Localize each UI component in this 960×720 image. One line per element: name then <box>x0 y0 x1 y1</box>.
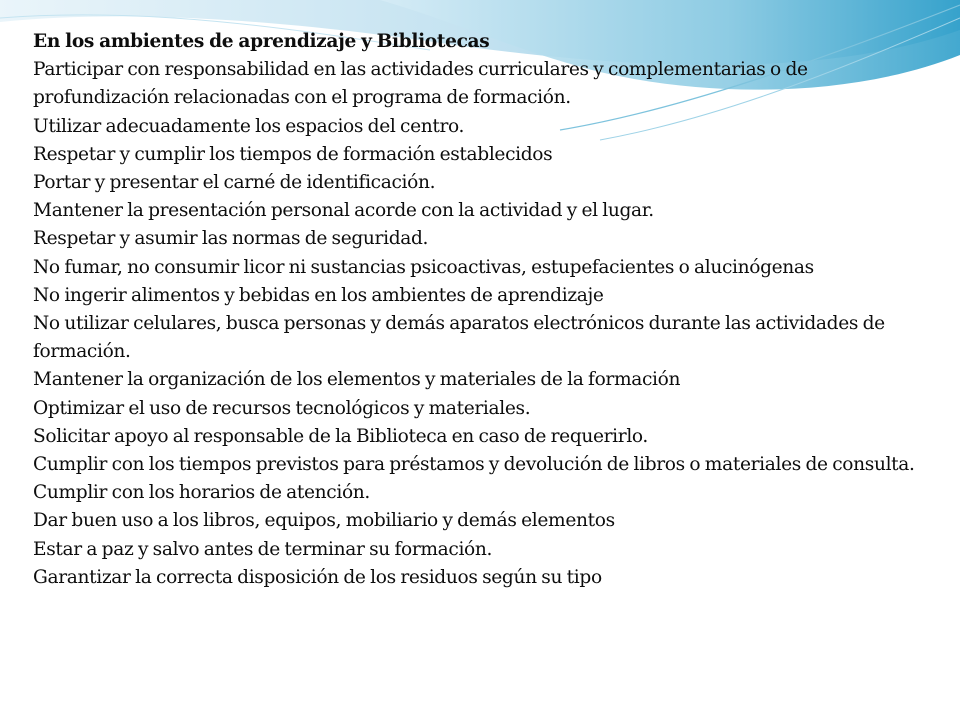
rule-item: Respetar y cumplir los tiempos de formación establecidos <box>33 143 553 165</box>
rule-item: No fumar, no consumir licor ni sustancias psicoactivas, estupefacientes o alucinógenas <box>33 256 814 278</box>
rule-item: No ingerir alimentos y bebidas en los ambientes de aprendizaje <box>33 284 604 306</box>
rule-item: Cumplir con los horarios de atención. <box>33 482 370 504</box>
rule-item: Mantener la presentación personal acorde con la actividad y el lugar. <box>33 200 654 222</box>
rules-text-block <box>33 28 933 592</box>
section-heading: En los ambientes de aprendizaje y Bibliotecas <box>33 31 490 52</box>
rule-item: Portar y presentar el carné de identificación. <box>33 172 436 194</box>
rule-item: Estar a paz y salvo antes de terminar su formación. <box>33 538 493 560</box>
rule-item: Cumplir con los tiempos previstos para préstamos y devolución de libros o materiales de consulta. <box>33 454 915 476</box>
rule-item: Participar con responsabilidad en las actividades curriculares y complementarias o de profundización relacionadas con el programa de formación. <box>33 59 808 109</box>
rule-item: Optimizar el uso de recursos tecnológicos y materiales. <box>33 397 531 419</box>
rule-item: Utilizar adecuadamente los espacios del centro. <box>33 115 465 137</box>
rule-item: Mantener la organización de los elementos y materiales de la formación <box>33 369 681 391</box>
rule-item: No utilizar celulares, busca personas y demás aparatos electrónicos durante las actividades de formación. <box>33 313 885 363</box>
rule-item: Dar buen uso a los libros, equipos, mobiliario y demás elementos <box>33 510 615 532</box>
rule-item: Solicitar apoyo al responsable de la Biblioteca en caso de requerirlo. <box>33 425 648 447</box>
rule-item: Garantizar la correcta disposición de los residuos según su tipo <box>33 566 602 588</box>
rule-item: Respetar y asumir las normas de seguridad. <box>33 228 429 250</box>
